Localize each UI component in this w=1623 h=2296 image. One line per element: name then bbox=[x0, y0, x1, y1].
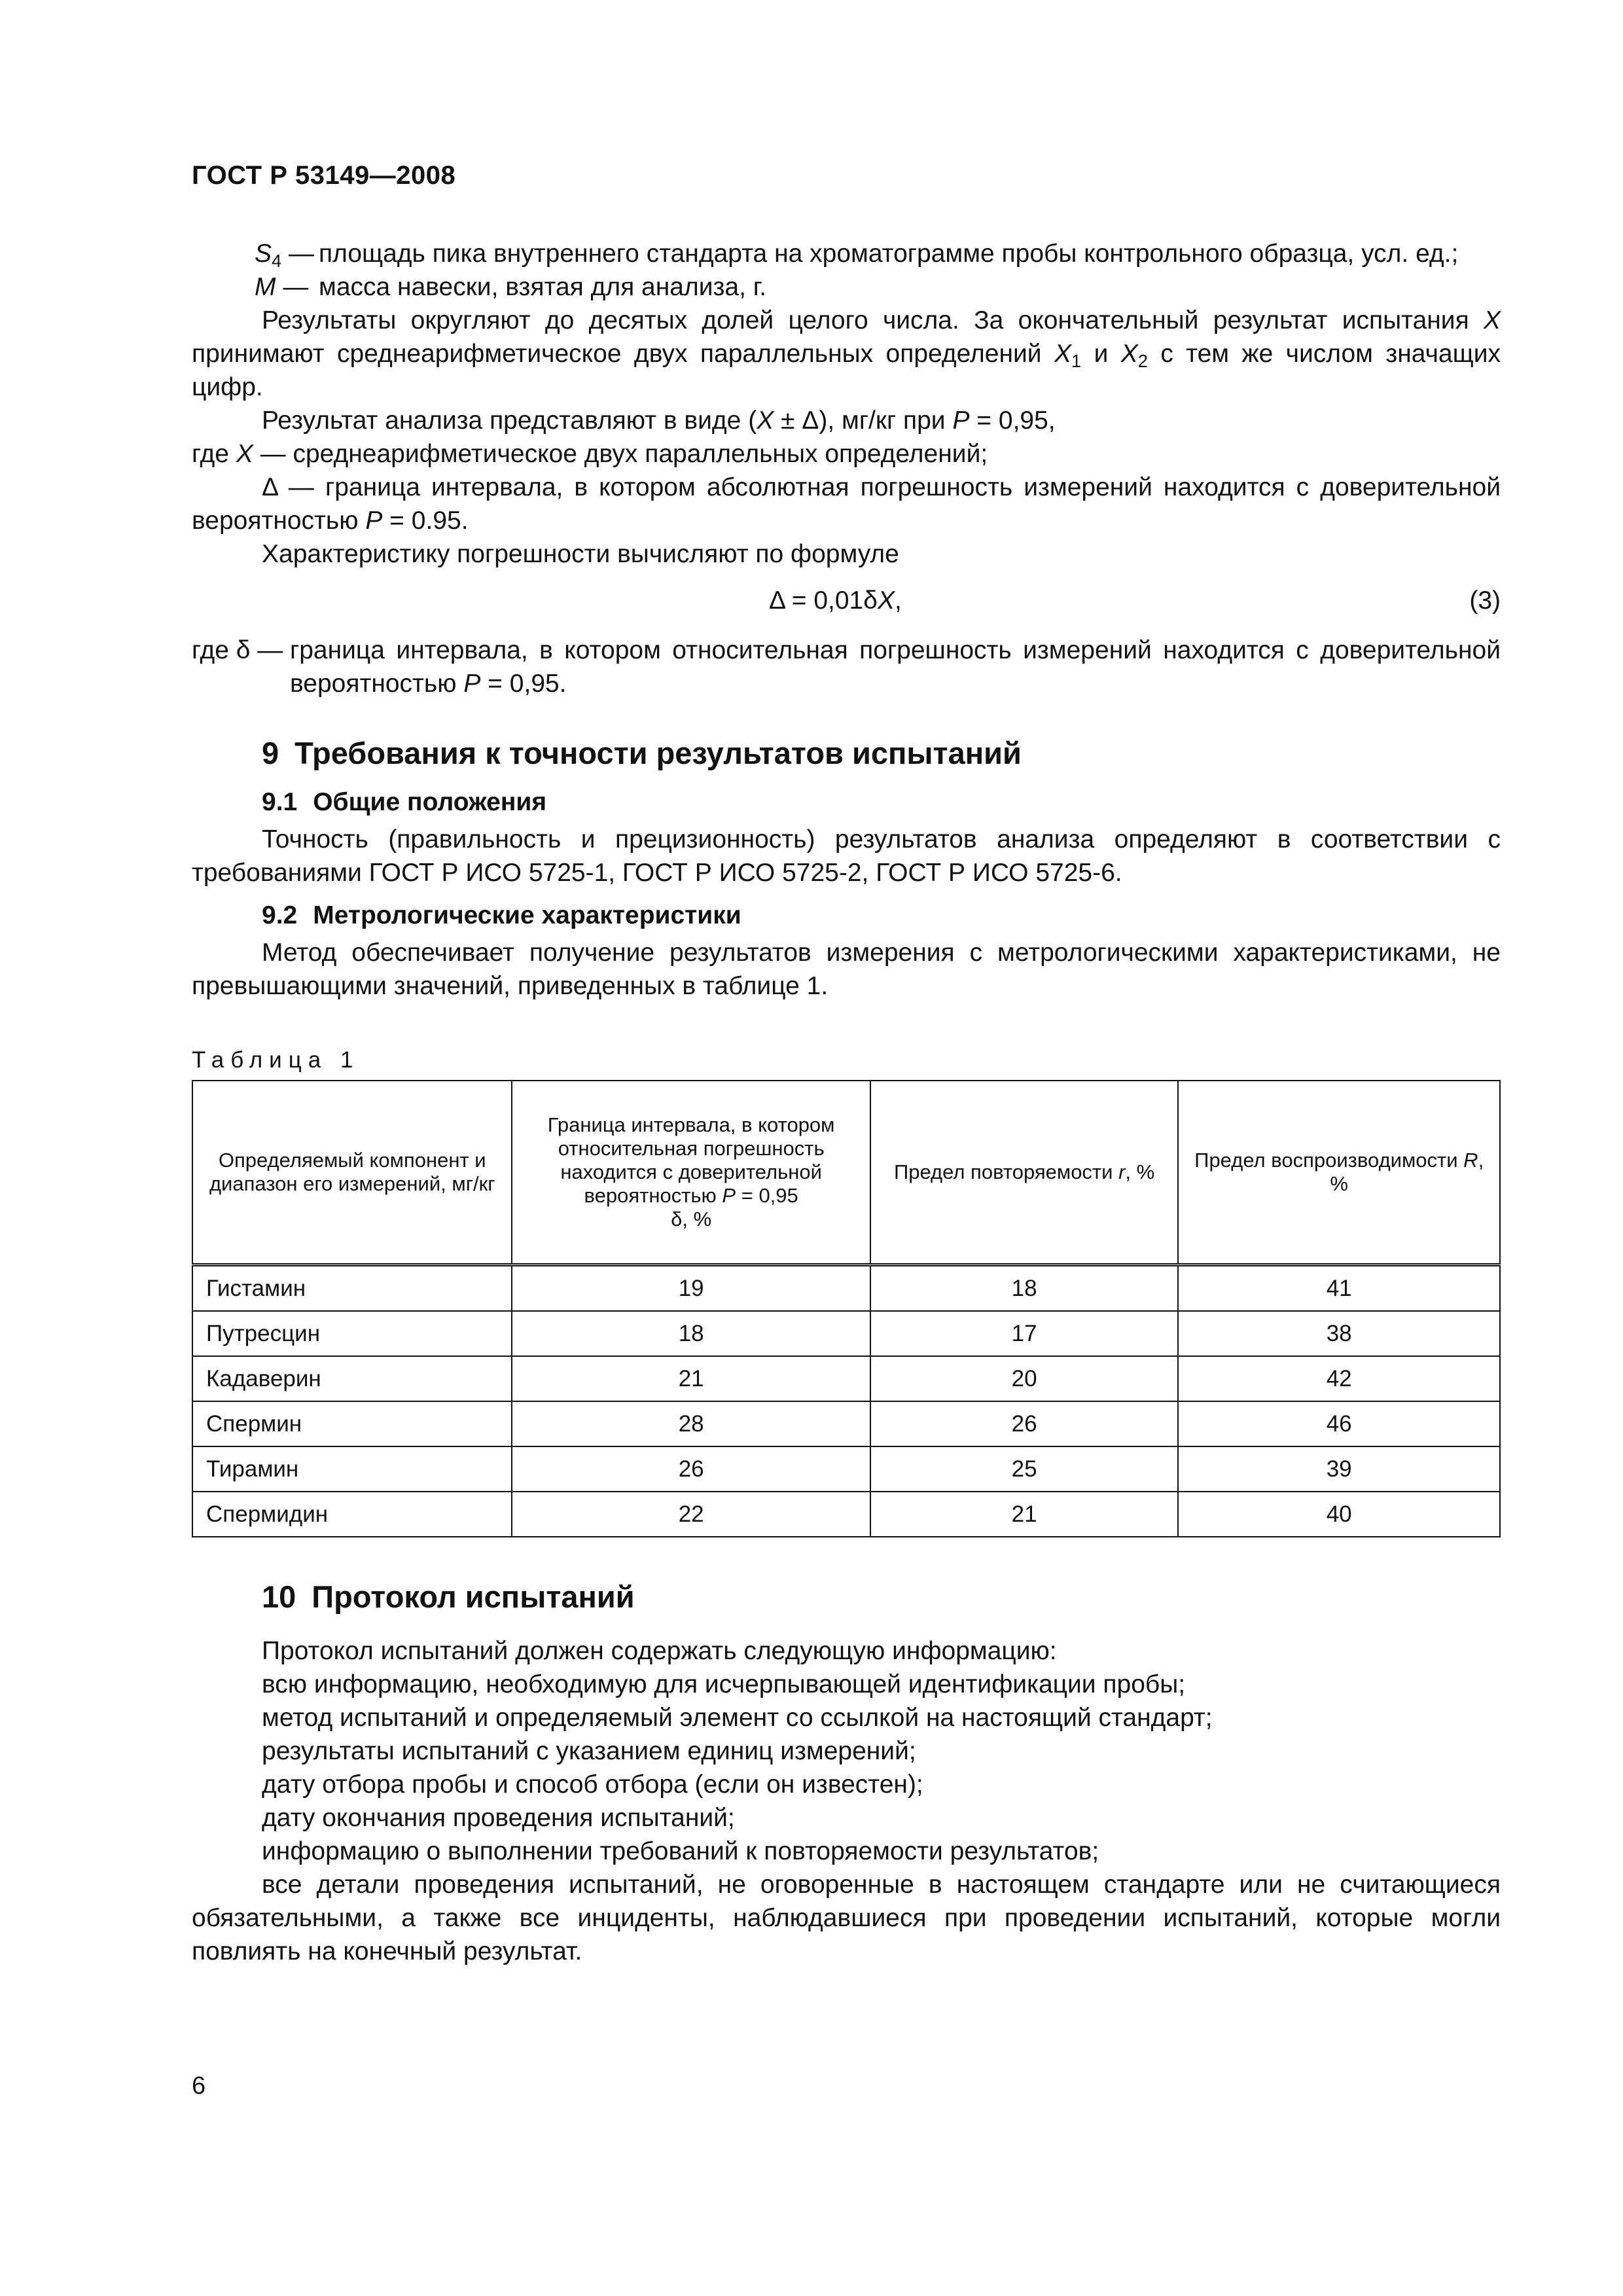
definition-m bbox=[192, 270, 1501, 304]
repeatability-cell: 26 bbox=[870, 1401, 1179, 1446]
repeatability-cell: 21 bbox=[870, 1492, 1179, 1537]
header-delta: Граница интервала, в котором относительная погрешность находится с доверительной вероятностью P = 0,95 δ, % bbox=[512, 1081, 870, 1265]
list-item: всю информацию, необходимую для исчерпывающей идентификации пробы; bbox=[262, 1670, 1186, 1698]
section-10-heading: 10 Протокол испытаний bbox=[262, 1579, 635, 1614]
component-cell: Кадаверин bbox=[192, 1356, 512, 1401]
table-row bbox=[192, 1401, 1500, 1446]
section-9-heading: 9 Требования к точности результатов испытаний bbox=[262, 736, 1022, 770]
delta-cell: 22 bbox=[512, 1492, 870, 1537]
list-item: Протокол испытаний должен содержать следующую информацию: bbox=[262, 1637, 1057, 1665]
table-header-row bbox=[192, 1081, 1500, 1265]
subsection-9-2-text: Метод обеспечивает получение результатов измерения с метрологическими характеристиками, не превышающими значений, приведенных в таблице 1. bbox=[192, 939, 1501, 1000]
formula-3 bbox=[192, 581, 1501, 620]
list-item: результаты испытаний с указанием единиц измерений; bbox=[262, 1737, 916, 1765]
page-number: 6 bbox=[192, 2072, 206, 2100]
table-row bbox=[192, 1265, 1500, 1312]
definition-text: площадь пика внутреннего стандарта на хроматограмме пробы контрольного образца, усл. ед.; bbox=[319, 240, 1459, 268]
definition-text: масса навески, взятая для анализа, г. bbox=[319, 273, 767, 301]
table-row bbox=[192, 1492, 1500, 1537]
subsection-9-1-heading: 9.1 Общие положения bbox=[262, 788, 547, 816]
list-item: метод испытаний и определяемый элемент со ссылкой на настоящий стандарт; bbox=[262, 1704, 1213, 1732]
reproducibility-cell: 41 bbox=[1178, 1265, 1500, 1312]
component-cell: Спермин bbox=[192, 1401, 512, 1446]
repeatability-cell: 17 bbox=[870, 1311, 1179, 1356]
delta-cell: 26 bbox=[512, 1446, 870, 1492]
repeatability-cell: 20 bbox=[870, 1356, 1179, 1401]
repeatability-cell: 25 bbox=[870, 1446, 1179, 1492]
formula-number: (3) bbox=[1469, 586, 1501, 615]
list-item: все детали проведения испытаний, не оговоренные в настоящем стандарте или не считающиеся обязательными, а также все инциденты, наблюдавшиеся при проведении испытаний, которые могли повлиять на конечный результат. bbox=[192, 1871, 1501, 1965]
reproducibility-cell: 46 bbox=[1178, 1401, 1500, 1446]
page-content bbox=[192, 237, 1501, 1968]
definition-term: где δ — bbox=[192, 636, 283, 664]
table-row bbox=[192, 1446, 1500, 1492]
metrology-table bbox=[192, 1080, 1501, 1537]
component-cell: Спермидин bbox=[192, 1492, 512, 1537]
component-cell: Путресцин bbox=[192, 1311, 512, 1356]
table-caption: Таблица 1 bbox=[192, 1047, 360, 1073]
delta-cell: 19 bbox=[512, 1265, 870, 1312]
reproducibility-cell: 42 bbox=[1178, 1356, 1500, 1401]
header-reproducibility: Предел воспроизводимости R, % bbox=[1178, 1081, 1500, 1265]
reproducibility-cell: 38 bbox=[1178, 1311, 1500, 1356]
result-format-paragraph: Результат анализа представляют в виде (X ± Δ), мг/кг при P = 0,95, bbox=[262, 406, 1056, 435]
delta-cell: 18 bbox=[512, 1311, 870, 1356]
formula-intro-paragraph: Характеристику погрешности вычисляют по формуле bbox=[262, 540, 899, 568]
protocol-list bbox=[192, 1634, 1501, 1968]
subsection-9-2-heading: 9.2 Метрологические характеристики bbox=[262, 901, 741, 929]
table-row bbox=[192, 1356, 1500, 1401]
definition-text: граница интервала, в котором относительная погрешность измерений находится с доверительной вероятностью P = 0,95. bbox=[290, 636, 1501, 698]
delta-cell: 28 bbox=[512, 1401, 870, 1446]
list-item: дату окончания проведения испытаний; bbox=[262, 1804, 735, 1832]
subsection-9-1-text: Точность (правильность и прецизионность) результатов анализа определяют в соответствии с требованиями ГОСТ Р ИСО 5725-1, ГОСТ Р ИСО 5725-2, ГОСТ Р ИСО 5725-6. bbox=[192, 825, 1501, 887]
list-item: информацию о выполнении требований к повторяемости результатов; bbox=[262, 1837, 1099, 1865]
definition-term: $S_4$ — bbox=[255, 240, 315, 271]
definition-s4 bbox=[192, 237, 1501, 270]
formula-expression: Δ = 0,01δX, bbox=[769, 586, 902, 615]
table-row bbox=[192, 1311, 1500, 1356]
delta-cell: 21 bbox=[512, 1356, 870, 1401]
header-repeatability: Предел повторяемости r, % bbox=[870, 1081, 1179, 1265]
header-component: Определяемый компонент и диапазон его измерений, мг/кг bbox=[192, 1081, 512, 1265]
repeatability-cell: 18 bbox=[870, 1265, 1179, 1312]
delta-definition-paragraph: Δ — граница интервала, в котором абсолютная погрешность измерений находится с доверительной вероятностью P = 0.95. bbox=[192, 473, 1501, 535]
where-x-paragraph: где X — среднеарифметическое двух параллельных определений; bbox=[192, 440, 988, 468]
reproducibility-cell: 40 bbox=[1178, 1492, 1500, 1537]
rounding-paragraph: Результаты округляют до десятых долей целого числа. За окончательный результат испытания X принимают среднеарифметическое двух параллельных определений $X_1$ и $X_2$ с тем же числом значащих цифр. bbox=[192, 306, 1501, 401]
list-item: дату отбора пробы и способ отбора (если он известен); bbox=[262, 1770, 923, 1799]
reproducibility-cell: 39 bbox=[1178, 1446, 1500, 1492]
definition-term: M — bbox=[255, 273, 309, 301]
component-cell: Гистамин bbox=[192, 1265, 512, 1312]
standard-code-header: ГОСТ Р 53149—2008 bbox=[192, 161, 456, 190]
component-cell: Тирамин bbox=[192, 1446, 512, 1492]
where-delta-definition bbox=[192, 634, 1501, 700]
